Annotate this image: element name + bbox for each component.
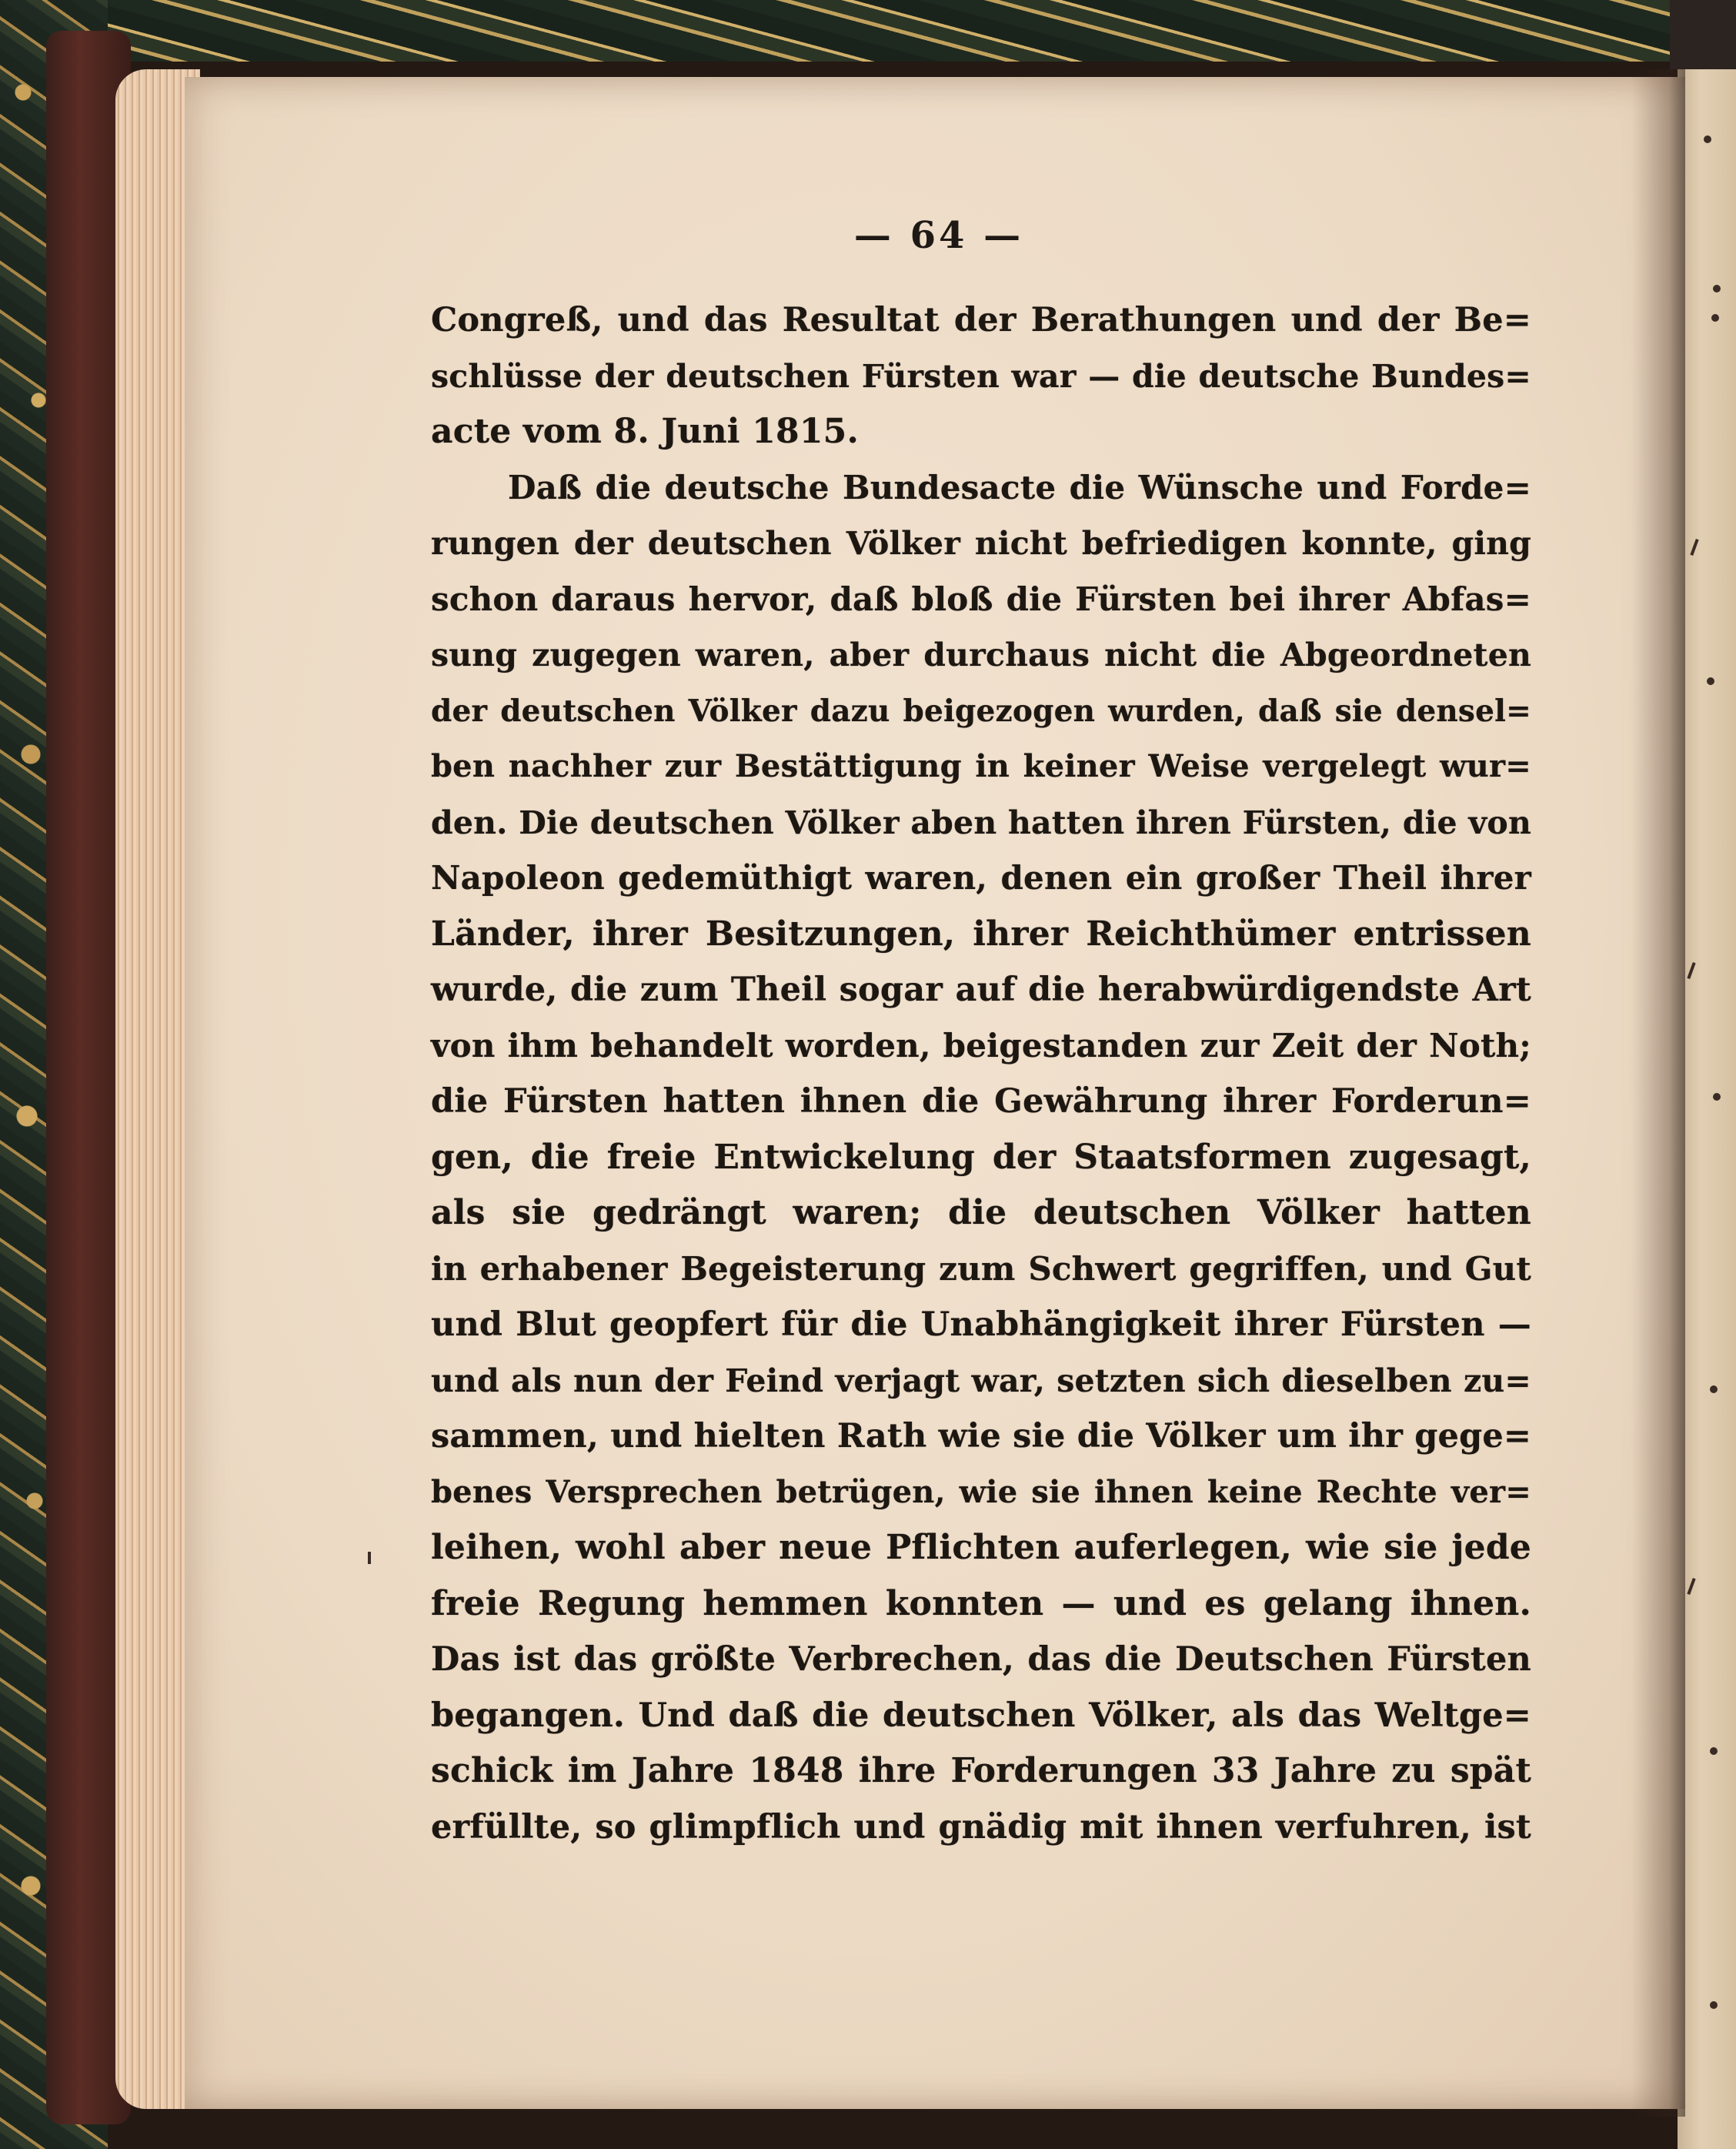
text-line: sammen, und hielten Rath wie sie die Völker um ihr gege= (431, 1417, 1532, 1456)
stitch-hole (1710, 2001, 1718, 2009)
text-line: und als nun der Feind verjagt war, setzten sich dieselben zu= (431, 1362, 1531, 1399)
stitch-hole (1713, 285, 1721, 292)
text-line: leihen, wohl aber neue Pflichten auferlegen, wie sie jede (431, 1528, 1531, 1567)
stitch-hole (1707, 677, 1714, 685)
text-line: begangen. Und daß die deutschen Völker, als das Weltge= (431, 1696, 1531, 1735)
marbled-cover-top-edge (108, 0, 1670, 62)
text-line: die Fürsten hatten ihnen die Gewährung ihrer Forderun= (431, 1082, 1531, 1121)
page-number: — 64 — (853, 214, 1024, 257)
text-line: wurde, die zum Theil sogar auf die herabwürdigendste Art (431, 971, 1531, 1009)
text-line: Napoleon gedemüthigt waren, denen ein großer Theil ihrer (431, 859, 1531, 897)
text-line: von ihm behandelt worden, beigestanden zur Zeit der Noth; (431, 1026, 1531, 1064)
text-line: in erhabener Begeisterung zum Schwert gegriffen, und Gut (431, 1249, 1531, 1288)
page-text (431, 292, 1531, 1855)
text-line: schick im Jahre 1848 ihre Forderungen 33 Jahre zu spät (431, 1751, 1531, 1790)
facing-page-edge (1678, 69, 1736, 2149)
text-line: sung zugegen waren, aber durchaus nicht die Abgeordneten (431, 637, 1531, 673)
stitch-hole (1711, 314, 1719, 322)
text-line: der deutschen Völker dazu beigezogen wurden, daß sie densel= (431, 693, 1531, 729)
text-line: Das ist das größte Verbrechen, das die Deutschen Fürsten (431, 1640, 1531, 1679)
stitch-hole (1710, 1385, 1718, 1393)
cover-corner (1670, 0, 1736, 69)
text-line: schlüsse der deutschen Fürsten war — die deutsche Bundes= (431, 357, 1531, 395)
text-line: Congreß, und das Resultat der Berathungen und der Be= (431, 301, 1531, 339)
text-line: den. Die deutschen Völker aben hatten ihren Fürsten, die von (431, 804, 1531, 841)
text-line: rungen der deutschen Völker nicht befriedigen konnte, ging (431, 525, 1531, 562)
text-line: benes Versprechen betrügen, wie sie ihnen keine Rechte ver= (431, 1473, 1531, 1510)
text-line: als sie gedrängt waren; die deutschen Völker hatten (431, 1193, 1531, 1232)
text-line: gen, die freie Entwickelung der Staatsformen zugesagt, (431, 1137, 1531, 1177)
text-line: erfüllte, so glimpflich und gnädig mit ihnen verfuhren, ist (431, 1807, 1531, 1847)
stitch-hole (1713, 1093, 1721, 1101)
stitch-mark (368, 1552, 371, 1564)
text-line: schon daraus hervor, daß bloß die Fürsten bei ihrer Abfas= (431, 580, 1531, 618)
text-line: freie Regung hemmen konnten — und es gelang ihnen. (431, 1583, 1531, 1623)
text-line: Daß die deutsche Bundesacte die Wünsche und Forde= (508, 468, 1531, 506)
text-line: ben nachher zur Bestättigung in keiner Weise vergelegt wur= (431, 748, 1531, 784)
stitch-hole (1710, 1747, 1718, 1755)
text-line: acte vom 8. Juni 1815. (431, 412, 859, 451)
stitch-hole (1704, 135, 1711, 143)
text-line: Länder, ihrer Besitzungen, ihrer Reichthümer entrissen (431, 914, 1531, 954)
text-line: und Blut geopfert für die Unabhängigkeit ihrer Fürsten — (431, 1305, 1531, 1344)
gutter-shadow (1631, 69, 1685, 2117)
